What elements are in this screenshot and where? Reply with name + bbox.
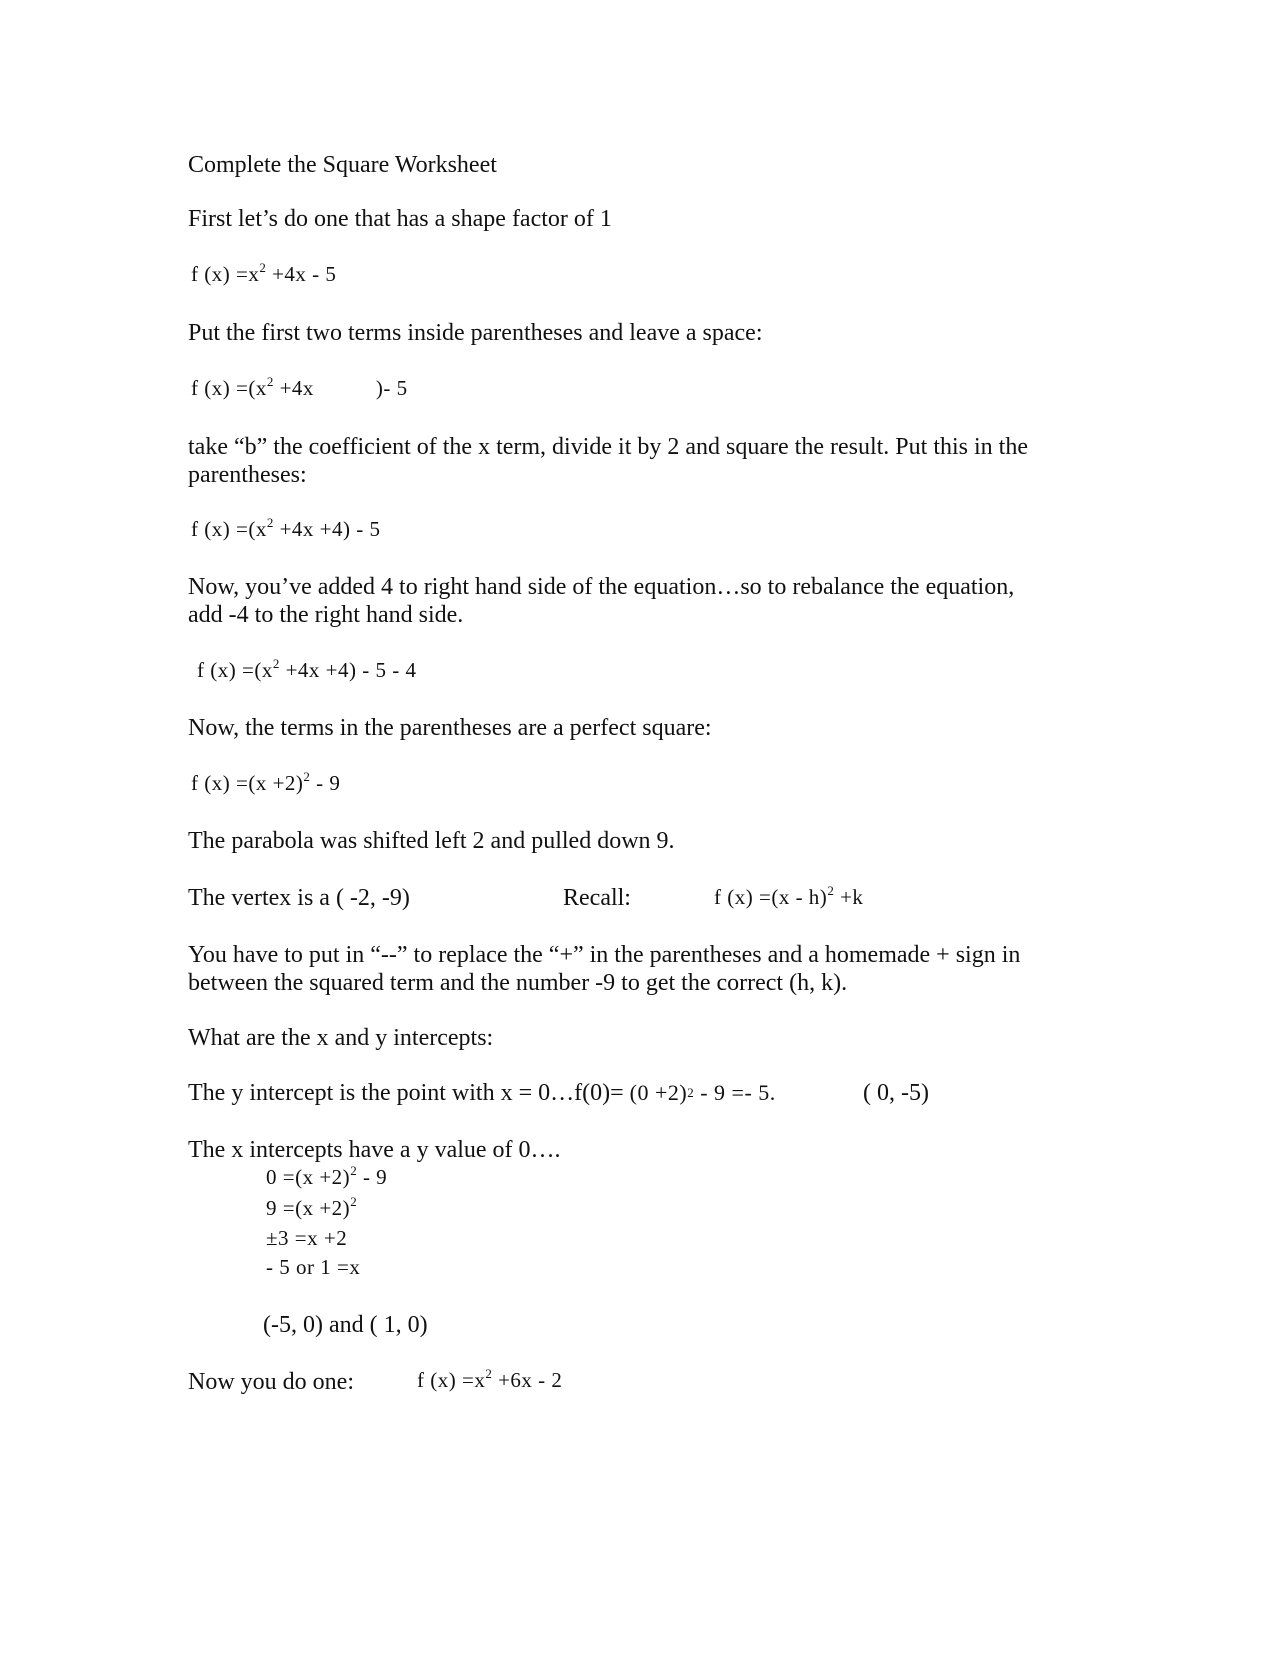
equation-3: f $(x) =(x^2 +4x +4) - 5$ [191,515,381,541]
worksheet-title: Complete the Square Worksheet [188,152,497,178]
x-step-3: ±3 =x +2 [266,1226,348,1250]
vertex-text: The vertex is a ( -2, -9) [188,885,410,911]
step-parentheses-text: Put the first two terms inside parentheses and leave a space: [188,320,763,346]
perfect-square-text: Now, the terms in the parentheses are a perfect square: [188,715,712,741]
your-turn-label: Now you do one: [188,1369,354,1395]
equation-2: f $(x) =(x^2 +4x$ )- 5 [191,374,408,400]
x-intercept-points: (-5, 0) and ( 1, 0) [263,1312,428,1338]
y-intercept-line: The y intercept is the point with x = 0…f(0)= $(0 +2)^2 - 9 =- 5$. [188,1080,776,1106]
equation-5: f $(x) =(x +2)^2 - 9$ [191,769,341,795]
equation-4: f $(x) =(x^2 +4x +4) - 5 - 4$ [197,656,417,682]
x-step-4: - 5 or 1 =x [266,1255,361,1279]
equation-1: f $(x) =x^2 +4x - 5$ [191,260,337,286]
recall-label: Recall: [563,885,631,911]
intro-text: First let’s do one that has a shape factor of 1 [188,206,612,232]
vertex-form-equation: f (x) =(x - h)$^2$ +k [714,883,864,909]
intercepts-question: What are the x and y intercepts: [188,1025,494,1051]
final-equation: f $(x) =x^2 +6x - 2$ [417,1366,563,1392]
rebalance-text-line1: Now, you’ve added 4 to right hand side of the equation…so to rebalance the equation, [188,574,1015,600]
replace-text-line1: You have to put in “--” to replace the “+” in the parentheses and a homemade + sign in [188,942,1021,968]
x-step-1: $0 =(x +2)^2 - 9$ [266,1163,388,1189]
x-intercepts-intro: The x intercepts have a y value of 0…. [188,1137,561,1163]
x-step-2: $9 =(x +2)^2$ [266,1194,358,1220]
y-intercept-point: ( 0, -5) [863,1080,929,1106]
step-b-text-line1: take “b” the coefficient of the x term, divide it by 2 and square the result. Put this in the [188,434,1028,460]
shift-text: The parabola was shifted left 2 and pulled down 9. [188,828,675,854]
rebalance-text-line2: add -4 to the right hand side. [188,602,464,628]
step-b-text-line2: parentheses: [188,462,307,488]
replace-text-line2: between the squared term and the number -9 to get the correct (h, k). [188,970,848,996]
